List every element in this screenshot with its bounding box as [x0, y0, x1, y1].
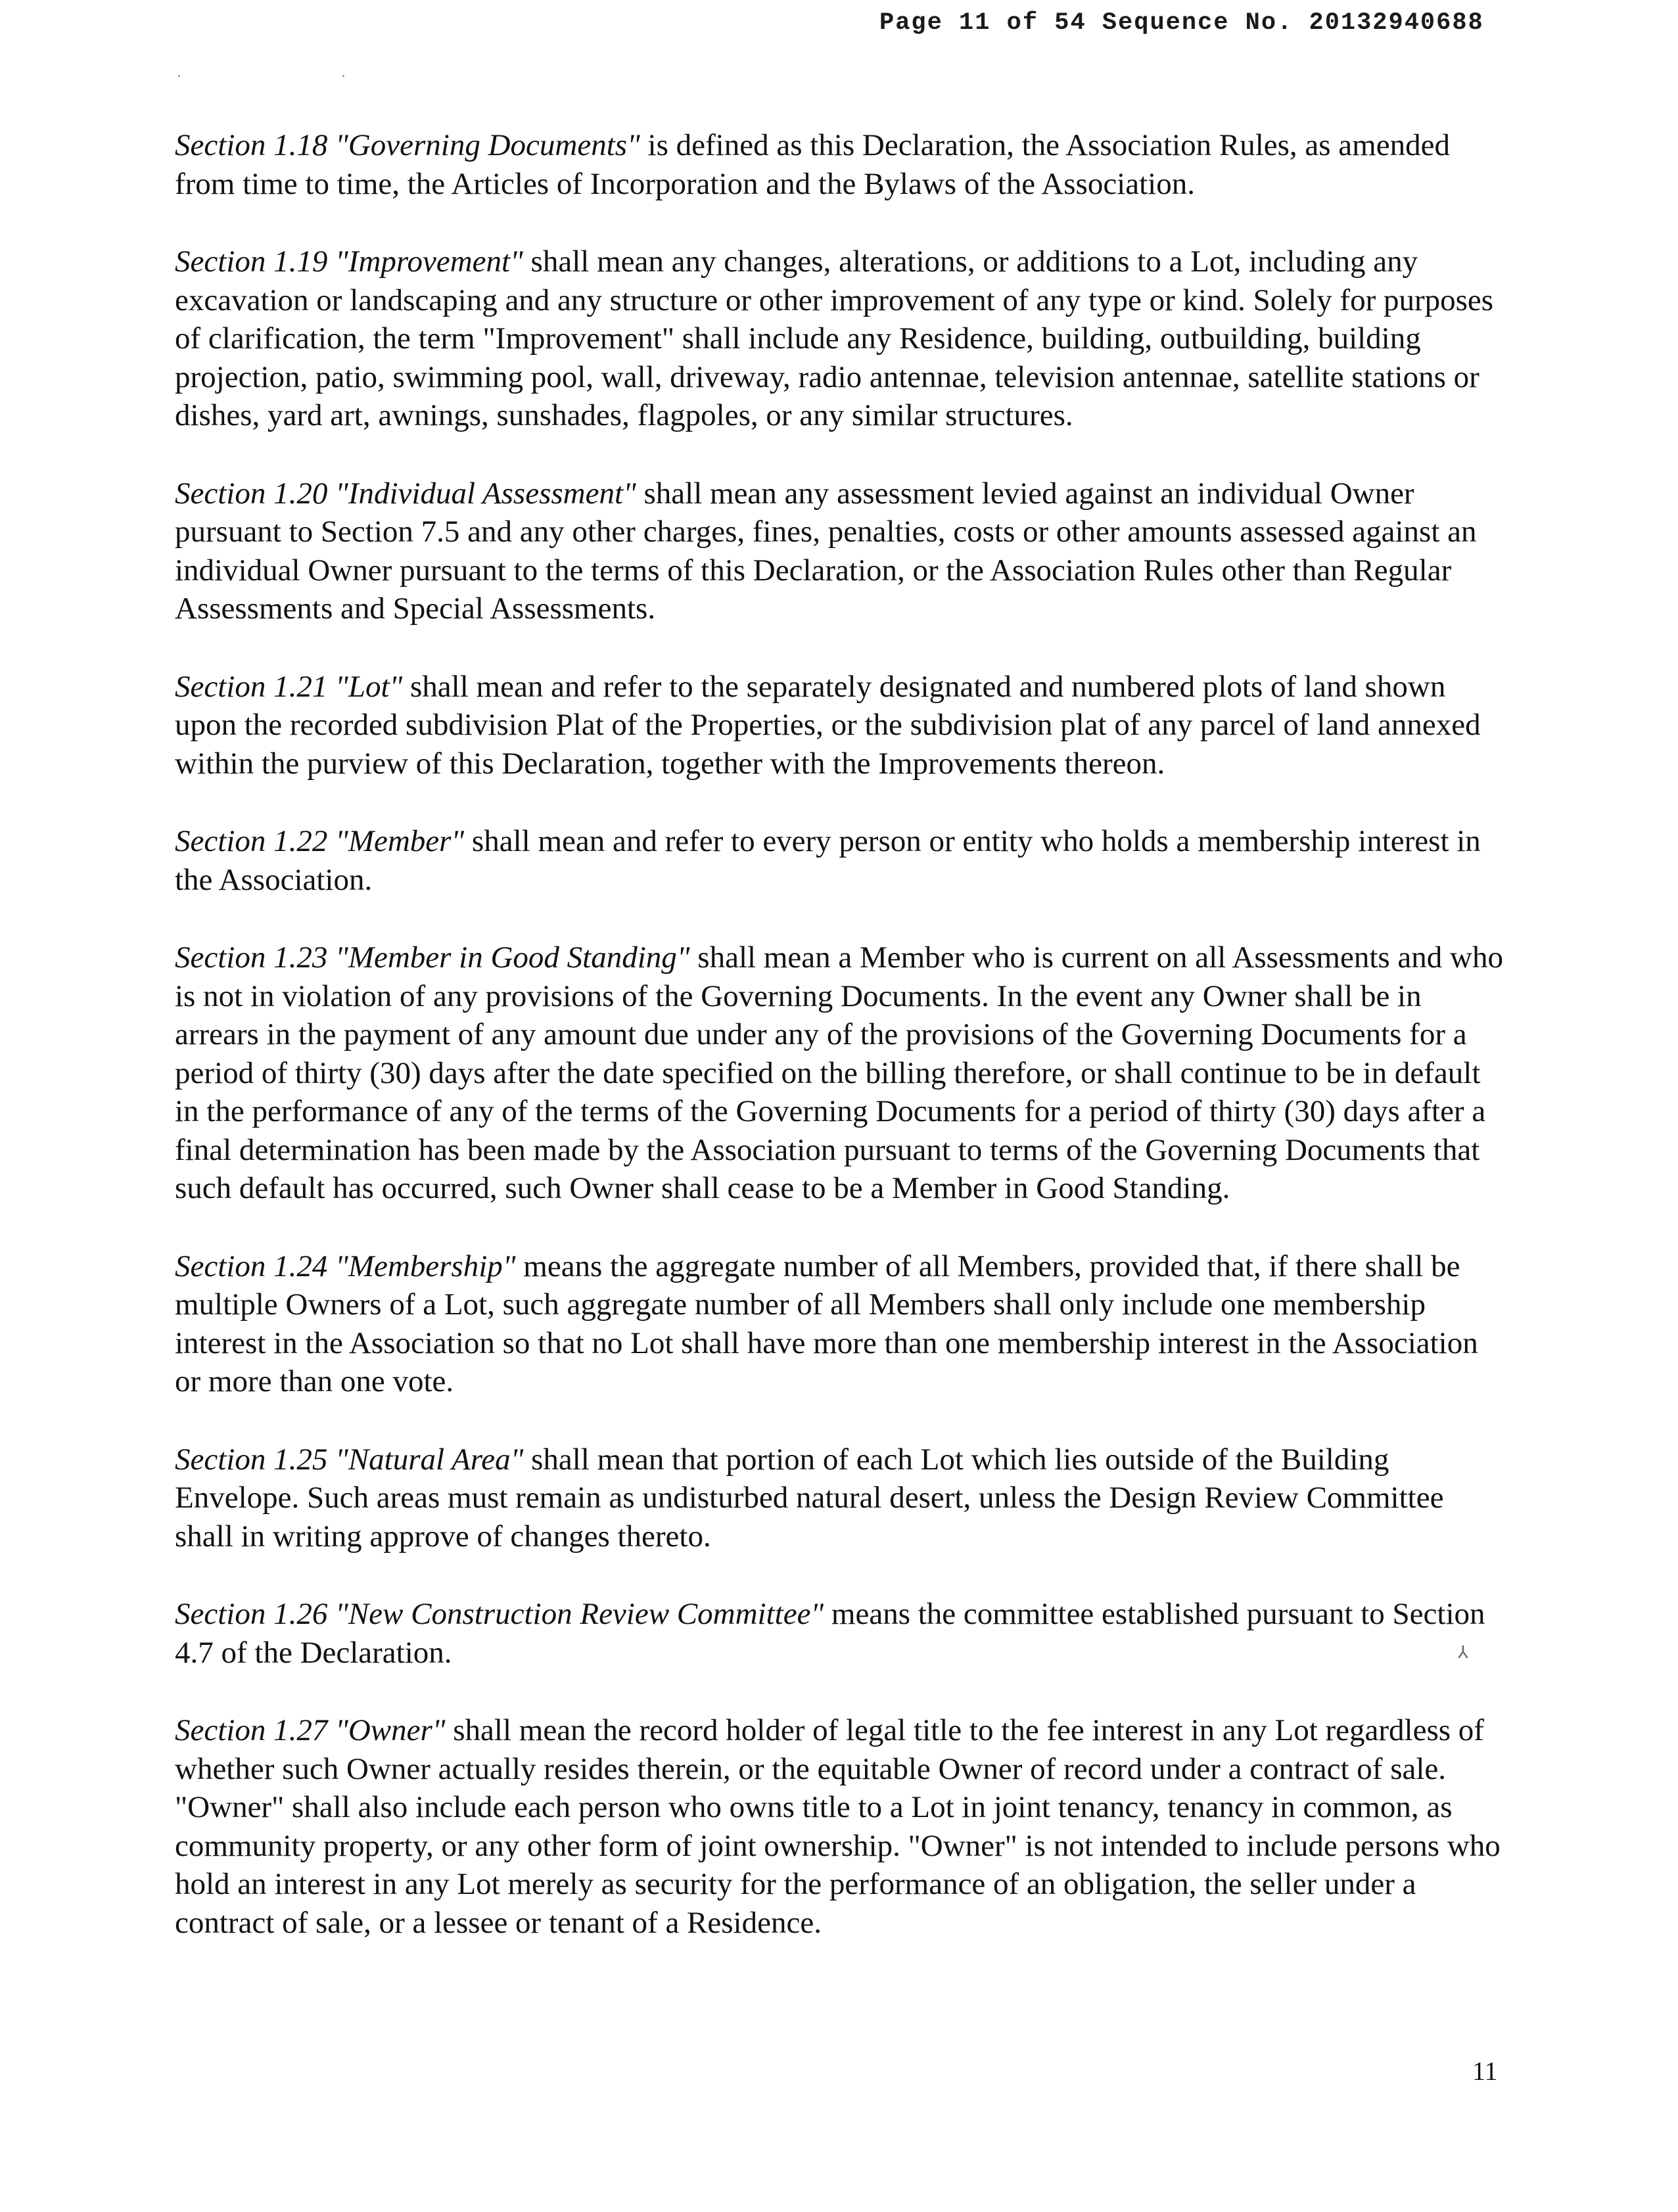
section-term: "New Construction Review Committee" — [335, 1597, 824, 1631]
section-number: Section 1.22 — [175, 824, 328, 858]
section-term: "Lot" — [335, 669, 403, 704]
section-1-25 — [175, 1440, 1509, 1556]
section-number: Section 1.24 — [175, 1249, 328, 1283]
section-number: Section 1.25 — [175, 1442, 328, 1477]
page-header-sequence: Page 11 of 54 Sequence No. 20132940688 — [879, 9, 1484, 37]
section-number: Section 1.21 — [175, 669, 328, 704]
section-text: means the committee established pursuant to Section 4.7 of the Declaration. — [175, 1597, 1485, 1670]
section-number: Section 1.26 — [175, 1597, 328, 1631]
section-text: shall mean a Member who is current on all Assessments and who is not in violation of any provisions of the Governing Documents. In the event any Owner shall be in arrears in the payment of any amount due under any of the provisions of the Governing Documents for a period of thirty (30) days after the date specified on the billing therefore, or shall continue to be in default in the performance of any of the terms of the Governing Documents for a period of thirty (30) days after a final determination has been made by the Association pursuant to terms of the Governing Documents that such default has occurred, such Owner shall cease to be a Member in Good Standing. — [175, 940, 1503, 1205]
section-1-21 — [175, 668, 1509, 783]
page-number: 11 — [1472, 2056, 1498, 2086]
section-1-26 — [175, 1595, 1509, 1672]
section-number: Section 1.27 — [175, 1713, 328, 1747]
section-1-23 — [175, 938, 1509, 1208]
section-1-20 — [175, 474, 1509, 628]
section-text: shall mean and refer to every person or entity who holds a membership interest in the Association. — [175, 824, 1481, 897]
section-1-24 — [175, 1247, 1509, 1401]
section-number: Section 1.23 — [175, 940, 328, 975]
section-1-18 — [175, 126, 1509, 203]
section-term: "Member" — [335, 824, 465, 858]
section-number: Section 1.18 — [175, 128, 328, 162]
margin-mark: ⅄ — [1458, 1643, 1468, 1662]
section-number: Section 1.20 — [175, 476, 328, 511]
section-1-22 — [175, 822, 1509, 899]
section-term: "Owner" — [335, 1713, 446, 1747]
document-body — [175, 126, 1509, 1981]
section-term: "Natural Area" — [335, 1442, 524, 1477]
section-text: is defined as this Declaration, the Association Rules, as amended from time to time, the Articles of Incorporation and the Bylaws of the Association. — [175, 128, 1450, 201]
section-term: "Member in Good Standing" — [335, 940, 690, 975]
section-text: shall mean and refer to the separately designated and numbered plots of land shown upon the recorded subdivision Plat of the Properties, or the subdivision plat of any parcel of land annexed within the purview of this Declaration, together with the Improvements thereon. — [175, 669, 1481, 781]
scan-specks: . . — [177, 66, 424, 80]
section-text: shall mean that portion of each Lot which lies outside of the Building Envelope. Such areas must remain as undisturbed natural desert, unless the Design Review Committee shall in writing approve of changes thereto. — [175, 1442, 1444, 1554]
section-text: means the aggregate number of all Members, provided that, if there shall be multiple Owners of a Lot, such aggregate number of all Members shall only include one membership interest in the Association so that no Lot shall have more than one membership interest in the Association or more than one vote. — [175, 1249, 1478, 1398]
section-text: shall mean any assessment levied against an individual Owner pursuant to Section 7.5 and any other charges, fines, penalties, costs or other amounts assessed against an individual Owner pursuant to the terms of this Declaration, or the Association Rules other than Regular Assessments and Special Assessments. — [175, 476, 1477, 626]
section-term: "Governing Documents" — [335, 128, 640, 162]
section-text: shall mean any changes, alterations, or additions to a Lot, including any excavation or landscaping and any structure or other improvement of any type or kind. Solely for purposes of clarification, the term "Improvement" shall include any Residence, building, outbuilding, building projection, patio, swimming pool, wall, driveway, radio antennae, television antennae, satellite stations or dishes, yard art, awnings, sunshades, flagpoles, or any similar structures. — [175, 244, 1494, 432]
section-1-27 — [175, 1711, 1509, 1942]
section-term: "Improvement" — [335, 244, 523, 279]
section-term: "Individual Assessment" — [335, 476, 636, 511]
section-number: Section 1.19 — [175, 244, 328, 279]
section-term: "Membership" — [335, 1249, 516, 1283]
section-text: shall mean the record holder of legal title to the fee interest in any Lot regardless of whether such Owner actually resides therein, or the equitable Owner of record under a contract of sale. "Owner" shall also include each person who owns title to a Lot in joint tenancy, tenancy in common, as community property, or any other form of joint ownership. "Owner" is not intended to include persons who hold an interest in any Lot merely as security for the performance of an obligation, the seller under a contract of sale, or a lessee or tenant of a Residence. — [175, 1713, 1501, 1940]
section-1-19 — [175, 242, 1509, 435]
